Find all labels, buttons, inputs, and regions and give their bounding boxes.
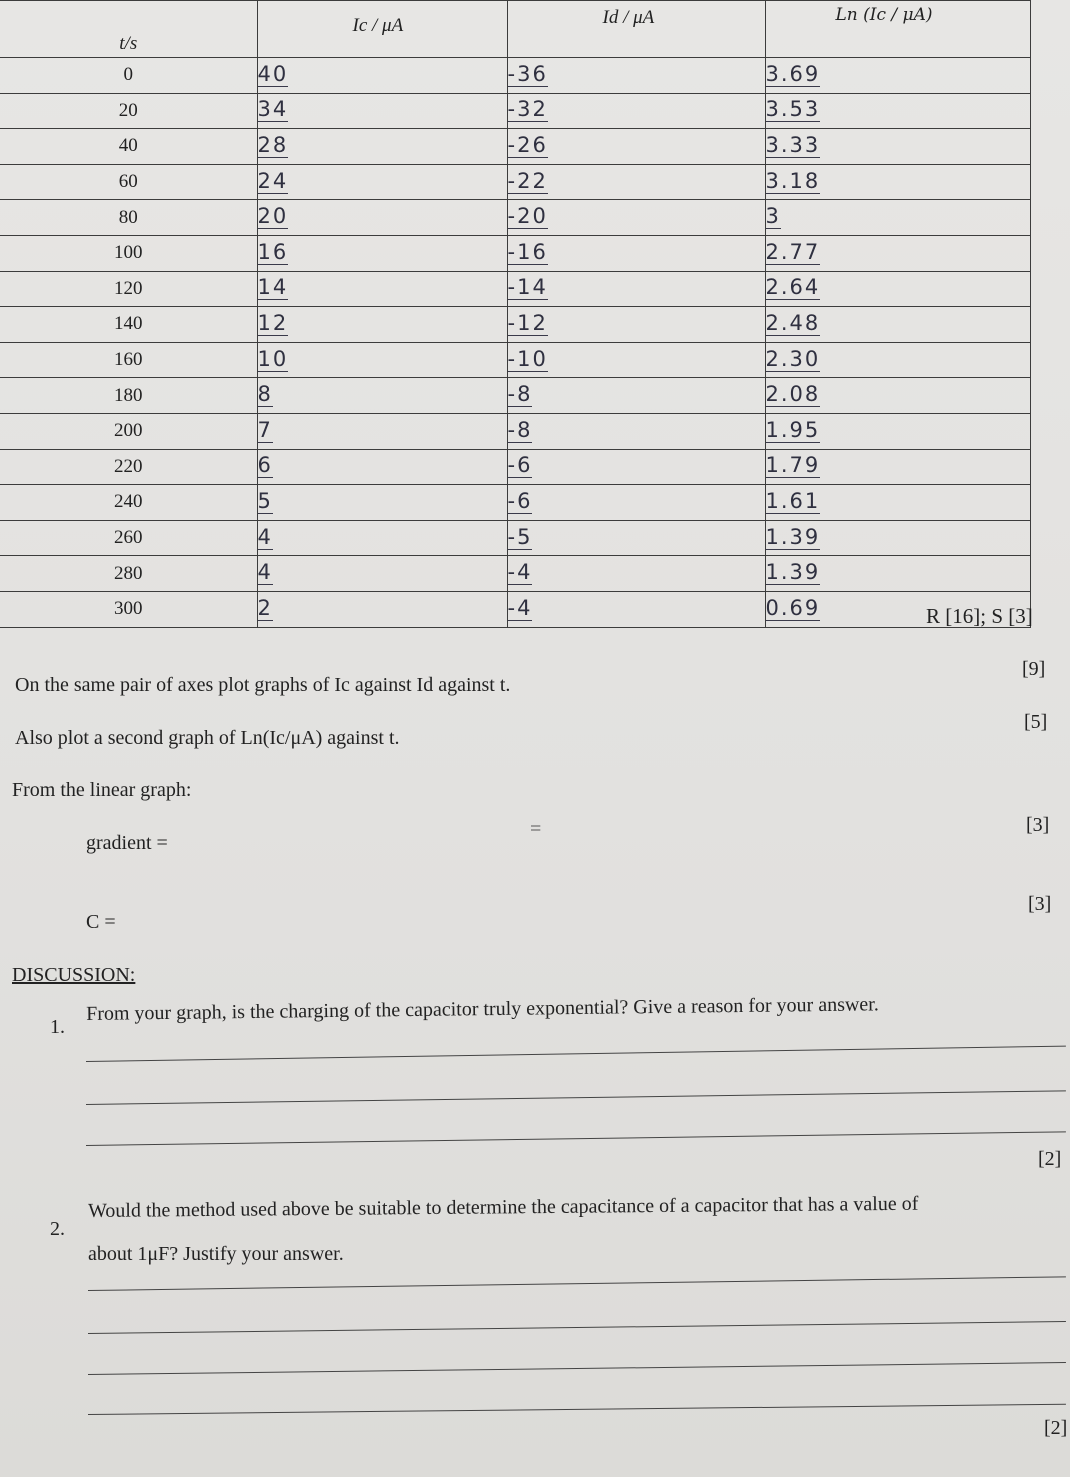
plot-instruction-2: Also plot a second graph of Ln(Ic/μA) against t. [15, 727, 400, 749]
handwritten-value: -16 [507, 239, 548, 264]
answer-line [88, 1276, 1066, 1291]
time-cell: 200 [0, 413, 257, 449]
handwritten-value: 8 [257, 382, 273, 407]
time-cell: 180 [0, 378, 257, 414]
handwritten-value: -5 [507, 524, 533, 549]
plot-instruction-1: On the same pair of axes plot graphs of Ic against Id against t. [15, 674, 511, 696]
handwritten-value: 12 [257, 310, 289, 335]
handwritten-value: -6 [507, 488, 533, 513]
handwritten-value: 3.18 [765, 168, 821, 193]
time-cell: 80 [0, 200, 257, 236]
charging-current-cell [257, 58, 507, 94]
charging-current-cell [257, 164, 507, 200]
handwritten-value: -26 [507, 132, 548, 157]
handwritten-value: 34 [257, 97, 289, 122]
handwritten-value: 2.48 [765, 310, 821, 335]
table-row [0, 164, 1030, 200]
table-row [0, 271, 1030, 307]
ln-current-cell [765, 93, 1030, 129]
charging-current-cell [257, 235, 507, 271]
header-discharging-current: Id / μA [507, 1, 765, 58]
ln-current-cell [765, 200, 1030, 236]
discharging-current-cell [507, 58, 765, 94]
handwritten-value: 4 [257, 524, 273, 549]
discharging-current-cell [507, 200, 765, 236]
handwritten-value: -14 [507, 275, 548, 300]
ln-current-cell [765, 520, 1030, 556]
handwritten-value: 3.53 [765, 97, 821, 122]
discharging-current-cell [507, 164, 765, 200]
handwritten-value: 6 [257, 453, 273, 478]
handwritten-value: 2.08 [765, 382, 821, 407]
charging-current-cell [257, 485, 507, 521]
handwritten-value: 10 [257, 346, 289, 371]
handwritten-value: -6 [507, 453, 533, 478]
ln-current-cell [765, 271, 1030, 307]
capacitance-mark: [3] [1028, 893, 1052, 915]
table-row [0, 307, 1030, 343]
discharging-current-cell [507, 449, 765, 485]
charging-current-cell [257, 93, 507, 129]
handwritten-value: 16 [257, 239, 289, 264]
ln-current-cell [765, 413, 1030, 449]
charging-current-cell [257, 520, 507, 556]
ln-current-cell [765, 235, 1030, 271]
handwritten-value: 1.79 [765, 453, 821, 478]
table-row [0, 485, 1030, 521]
ln-current-cell [765, 449, 1030, 485]
time-cell: 280 [0, 556, 257, 592]
time-cell: 60 [0, 164, 257, 200]
handwritten-value: 3.69 [765, 61, 821, 86]
time-cell: 300 [0, 591, 257, 627]
handwritten-value: 5 [257, 488, 273, 513]
linear-graph-heading: From the linear graph: [12, 779, 192, 801]
handwritten-value: -12 [507, 310, 548, 335]
handwritten-value: 1.39 [765, 560, 821, 585]
ln-current-cell [765, 164, 1030, 200]
table-row [0, 342, 1030, 378]
table-row [0, 235, 1030, 271]
time-cell: 140 [0, 307, 257, 343]
ln-current-cell [765, 129, 1030, 165]
charging-current-cell [257, 556, 507, 592]
ln-current-cell [765, 342, 1030, 378]
table-row [0, 58, 1030, 94]
header-charging-current: Ic / μA [257, 1, 507, 58]
ln-current-cell [765, 485, 1030, 521]
discussion-heading: DISCUSSION: [12, 964, 136, 986]
discharging-current-cell [507, 93, 765, 129]
discharging-current-cell [507, 307, 765, 343]
results-table [0, 0, 1031, 628]
table-row [0, 129, 1030, 165]
handwritten-value: 1.95 [765, 417, 821, 442]
handwritten-value: -8 [507, 417, 533, 442]
ln-current-cell [765, 58, 1030, 94]
handwritten-value: -10 [507, 346, 548, 371]
ln-current-cell [765, 556, 1030, 592]
handwritten-value: -32 [507, 97, 548, 122]
handwritten-value: 2 [257, 595, 273, 620]
table-header-row [0, 1, 1030, 58]
charging-current-cell [257, 271, 507, 307]
handwritten-value: 3 [765, 204, 781, 229]
handwritten-value: 2.64 [765, 275, 821, 300]
time-cell: 20 [0, 93, 257, 129]
time-cell: 100 [0, 235, 257, 271]
handwritten-value: 40 [257, 61, 289, 86]
ln-current-cell [765, 307, 1030, 343]
table-marks: R [16]; S [3] [926, 604, 1033, 628]
capacitance-label: C = [86, 911, 116, 933]
plot-instruction-1-mark: [9] [1022, 658, 1046, 680]
charging-current-cell [257, 129, 507, 165]
handwritten-value: 4 [257, 560, 273, 585]
charging-current-cell [257, 413, 507, 449]
handwritten-value: 24 [257, 168, 289, 193]
discharging-current-cell [507, 271, 765, 307]
discharging-current-cell [507, 378, 765, 414]
discharging-current-cell [507, 235, 765, 271]
gradient-mark: [3] [1026, 814, 1050, 836]
handwritten-value: 3.33 [765, 132, 821, 157]
results-table-container [0, 0, 1035, 628]
charging-current-cell [257, 449, 507, 485]
time-cell: 240 [0, 485, 257, 521]
table-row [0, 591, 1030, 627]
time-cell: 120 [0, 271, 257, 307]
time-cell: 0 [0, 58, 257, 94]
table-row [0, 93, 1030, 129]
answer-line [88, 1321, 1066, 1334]
gradient-equals: = [530, 818, 542, 840]
ln-current-cell [765, 378, 1030, 414]
time-cell: 40 [0, 129, 257, 165]
handwritten-value: 1.39 [765, 524, 821, 549]
answer-line [88, 1362, 1066, 1375]
header-time: t/s [0, 1, 257, 58]
table-body [0, 58, 1030, 628]
handwritten-value: 0.69 [765, 595, 821, 620]
table-row [0, 449, 1030, 485]
handwritten-value: -36 [507, 61, 548, 86]
header-ln-current: Ln (Ic / μA) [765, 1, 1030, 58]
discharging-current-cell [507, 591, 765, 627]
question-2-text-line-2: about 1μF? Justify your answer. [88, 1243, 344, 1265]
plot-instruction-2-mark: [5] [1024, 711, 1048, 733]
handwritten-value: 2.30 [765, 346, 821, 371]
time-cell: 220 [0, 449, 257, 485]
table-row [0, 413, 1030, 449]
handwritten-value: -8 [507, 382, 533, 407]
answer-line [88, 1404, 1066, 1415]
question-2-number: 2. [50, 1218, 65, 1240]
discharging-current-cell [507, 413, 765, 449]
table-row [0, 520, 1030, 556]
question-1-number: 1. [50, 1016, 65, 1038]
handwritten-value: 14 [257, 275, 289, 300]
table-row [0, 378, 1030, 414]
question-2-text-line-1: Would the method used above be suitable to determine the capacitance of a capacitor that has a value of [88, 1192, 919, 1222]
discharging-current-cell [507, 485, 765, 521]
answer-line [86, 1090, 1066, 1105]
handwritten-value: 20 [257, 204, 289, 229]
handwritten-value: 2.77 [765, 239, 821, 264]
charging-current-cell [257, 591, 507, 627]
question-2-mark: [2] [1044, 1417, 1068, 1439]
question-1-mark: [2] [1038, 1148, 1062, 1170]
handwritten-value: -4 [507, 560, 533, 585]
handwritten-value: 28 [257, 132, 289, 157]
answer-line [86, 1131, 1066, 1146]
gradient-label: gradient = [86, 832, 168, 854]
handwritten-value: -22 [507, 168, 548, 193]
handwritten-value: -20 [507, 204, 548, 229]
handwritten-value: -4 [507, 595, 533, 620]
discharging-current-cell [507, 342, 765, 378]
charging-current-cell [257, 342, 507, 378]
handwritten-value: 1.61 [765, 488, 821, 513]
discharging-current-cell [507, 129, 765, 165]
handwritten-value: 7 [257, 417, 273, 442]
charging-current-cell [257, 307, 507, 343]
discharging-current-cell [507, 520, 765, 556]
time-cell: 160 [0, 342, 257, 378]
answer-line [86, 1046, 1066, 1062]
charging-current-cell [257, 200, 507, 236]
charging-current-cell [257, 378, 507, 414]
discharging-current-cell [507, 556, 765, 592]
table-row [0, 200, 1030, 236]
table-row [0, 556, 1030, 592]
time-cell: 260 [0, 520, 257, 556]
question-1-text: From your graph, is the charging of the capacitor truly exponential? Give a reason for your answer. [86, 993, 879, 1025]
